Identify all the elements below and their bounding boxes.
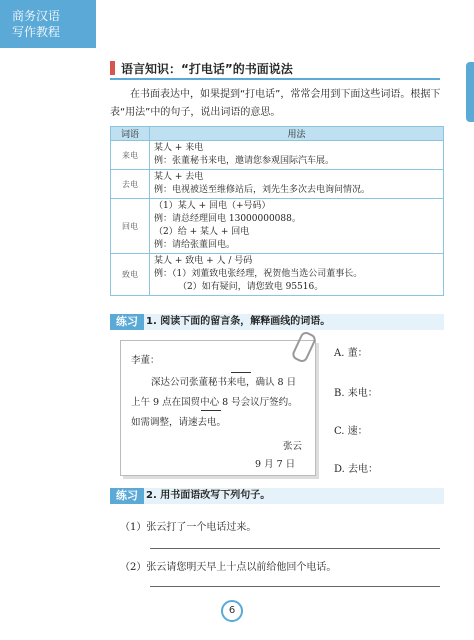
exercise2-label: 练习 — [110, 488, 144, 504]
table-usage — [150, 199, 444, 254]
usage-line: 例：（1）刘董致电张经理，祝贺他当选公司董事长。 — [154, 269, 363, 279]
section-title-bar — [110, 61, 115, 75]
usage-table — [110, 126, 444, 296]
book-title-line1: 商务汉语 — [12, 9, 61, 23]
table-header-row — [111, 127, 444, 141]
note-date: 9 月 7 日 — [255, 459, 296, 470]
usage-line: （1）某人 + 回电（+号码） — [154, 201, 271, 211]
usage-line: （2）如有疑问，请您致电 95516。 — [178, 282, 324, 292]
underline-mark — [201, 410, 221, 411]
table-term: 去电 — [111, 170, 150, 199]
usage-line: 某人 + 来电 — [154, 143, 204, 153]
exercise2-title: 2. 用书面语改写下列句子。 — [146, 490, 271, 501]
table-row — [111, 199, 444, 254]
section-title-text: 语言知识：“打电话”的书面说法 — [121, 61, 293, 76]
answer-line[interactable] — [150, 586, 440, 587]
table-row — [111, 254, 444, 296]
question-d: D. 去电： — [334, 464, 379, 475]
section-intro: 在书面表达中，如果提到“打电话”，常常会用到下面这些词语。根据下表“用法”中的句子，说出词语的意思。 — [110, 89, 441, 118]
underline-mark — [231, 372, 251, 373]
usage-line: 例：张董秘书来电，邀请您参观国际汽车展。 — [154, 156, 335, 166]
book-title-badge — [0, 0, 96, 48]
section-underline — [110, 78, 440, 80]
section-title — [110, 60, 293, 76]
table-row — [111, 170, 444, 199]
usage-line: 某人 + 去电 — [154, 172, 204, 182]
note-signature: 张云 — [283, 441, 303, 452]
page-edge-tab — [466, 62, 474, 122]
usage-line: 例：请给张董回电。 — [154, 240, 236, 250]
table-usage — [150, 141, 444, 170]
usage-line: 例：电视被送至维修站后，刘先生多次去电询问情况。 — [154, 185, 371, 195]
book-title-line2: 写作教程 — [12, 25, 61, 39]
message-note — [120, 340, 316, 476]
table-term: 回电 — [111, 199, 150, 254]
usage-line: 例：请总经理回电 13000000088。 — [154, 214, 301, 224]
usage-line: 某人 + 致电 + 人 / 号码 — [154, 256, 253, 266]
rewrite-item-1: （1）张云打了一个电话过来。 — [120, 522, 257, 533]
table-row — [111, 141, 444, 170]
question-c: C. 速： — [334, 426, 368, 437]
note-line: 如需调整，请速去电。 — [131, 417, 227, 428]
table-header-usage: 用法 — [150, 127, 444, 141]
note-line: 深达公司张董秘书来电，确认 8 日 — [151, 377, 297, 388]
table-term: 致电 — [111, 254, 150, 296]
question-a: A. 董： — [334, 348, 368, 359]
answer-line[interactable] — [150, 548, 440, 549]
table-usage — [150, 170, 444, 199]
exercise1-title: 1. 阅读下面的留言条，解释画线的词语。 — [146, 316, 331, 327]
table-term: 来电 — [111, 141, 150, 170]
question-b: B. 来电： — [334, 388, 378, 399]
note-line: 上午 9 点在国贸中心 8 号会议厅签约。 — [131, 397, 298, 408]
exercise1-label: 练习 — [110, 314, 144, 330]
table-header-term: 词语 — [111, 127, 150, 141]
rewrite-item-2: （2）张云请您明天早上十点以前给他回个电话。 — [120, 562, 337, 573]
usage-line: （2）给 + 某人 + 回电 — [154, 227, 250, 237]
table-usage — [150, 254, 444, 296]
note-greeting: 李董： — [131, 355, 160, 366]
page-number: 6 — [221, 600, 243, 622]
